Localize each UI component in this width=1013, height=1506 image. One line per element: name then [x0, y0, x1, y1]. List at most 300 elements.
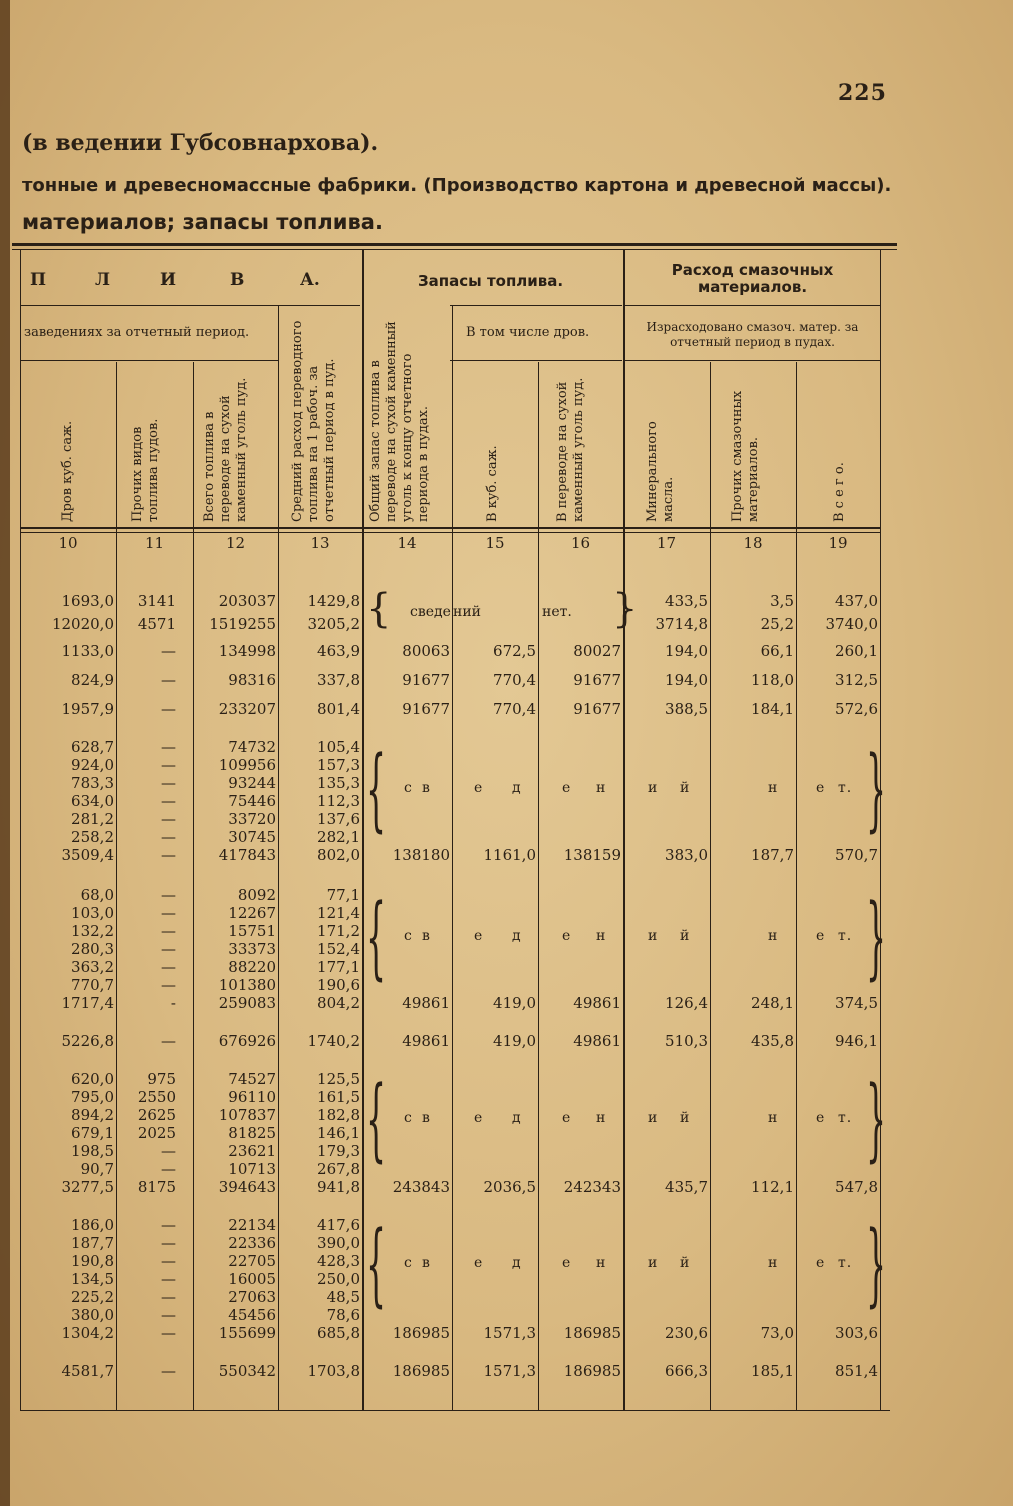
cell-col-10: 795,0	[71, 1088, 114, 1106]
cell-col-11: —	[161, 922, 176, 940]
table-row	[0, 846, 1013, 866]
no-data-letter: в	[422, 1110, 431, 1126]
table-row	[0, 1324, 1013, 1344]
table-row	[0, 671, 1013, 691]
no-data-letter: е	[816, 1110, 826, 1126]
cell-col-17: 435,7	[665, 1178, 708, 1196]
cell-col-17: 510,3	[665, 1032, 708, 1050]
no-data-letter: й	[680, 928, 691, 944]
cell-col-11: —	[161, 774, 176, 792]
cell-col-13: 1429,8	[307, 592, 360, 610]
col-num-13: 13	[310, 534, 330, 552]
table-row	[0, 738, 1013, 758]
table-row	[0, 792, 1013, 812]
no-data-letter: н	[596, 928, 607, 944]
fuel-letter-2: Л	[95, 270, 111, 290]
cell-col-15: 1161,0	[483, 846, 536, 864]
no-data-letter: и	[648, 1110, 659, 1126]
cell-col-13: 801,4	[317, 700, 360, 718]
col-label-15: В куб. саж.	[485, 445, 500, 522]
table-row	[0, 1160, 1013, 1180]
table-row	[0, 774, 1013, 794]
cell-col-13: 390,0	[317, 1234, 360, 1252]
cell-col-11: —	[161, 756, 176, 774]
cell-col-13: 112,3	[317, 792, 360, 810]
cell-col-12: 394643	[218, 1178, 276, 1196]
cell-col-13: 105,4	[317, 738, 360, 756]
cell-col-17: 126,4	[665, 994, 708, 1012]
cell-col-11: —	[161, 1032, 176, 1050]
no-data-letter: н	[768, 928, 779, 944]
cell-col-18: 118,0	[751, 671, 794, 689]
cell-col-11: —	[161, 671, 176, 689]
cell-col-13: 177,1	[317, 958, 360, 976]
cell-col-16: 49861	[573, 994, 621, 1012]
no-data-letter: т.	[838, 1110, 853, 1126]
cell-col-12: 98316	[228, 671, 276, 689]
table-row	[0, 1270, 1013, 1290]
cell-col-18: 66,1	[760, 642, 794, 660]
cell-col-10: 824,9	[71, 671, 114, 689]
col-num-19: 19	[828, 534, 848, 552]
cell-col-13: 428,3	[317, 1252, 360, 1270]
cell-col-12: 109956	[218, 756, 276, 774]
cell-col-12: 134998	[218, 642, 276, 660]
cell-col-10: 258,2	[71, 828, 114, 846]
table-row	[0, 642, 1013, 662]
cell-col-13: 941,8	[317, 1178, 360, 1196]
cell-col-10: 620,0	[71, 1070, 114, 1088]
cell-col-10: 12020,0	[51, 615, 114, 633]
cell-col-16: 138159	[563, 846, 621, 864]
cell-col-13: 137,6	[317, 810, 360, 828]
table-row	[0, 904, 1013, 924]
no-data-letter: с	[404, 780, 413, 796]
cell-col-10: 679,1	[71, 1124, 114, 1142]
cell-col-19: 572,6	[835, 700, 878, 718]
cell-col-17: 388,5	[665, 700, 708, 718]
cell-col-12: 259083	[218, 994, 276, 1012]
cell-col-10: 5226,8	[61, 1032, 114, 1050]
table-row	[0, 828, 1013, 848]
no-data-letter: д	[512, 780, 522, 796]
no-data-letter: н	[768, 1255, 779, 1271]
cell-col-19: 260,1	[835, 642, 878, 660]
cell-col-11: —	[161, 1288, 176, 1306]
cell-col-12: 33720	[228, 810, 276, 828]
no-data-letter: й	[680, 780, 691, 796]
cell-col-13: 121,4	[317, 904, 360, 922]
cell-col-12: 676926	[218, 1032, 276, 1050]
fuel-letter-1: П	[30, 270, 47, 290]
page-number: 225	[838, 80, 887, 106]
cell-col-19: 3740,0	[825, 615, 878, 633]
brace-band-left: {	[366, 885, 387, 990]
cell-col-13: 146,1	[317, 1124, 360, 1142]
table-row	[0, 1216, 1013, 1236]
cell-col-19: 437,0	[835, 592, 878, 610]
rule-fuel-cols	[20, 360, 278, 361]
cell-col-11: —	[161, 1270, 176, 1288]
cell-col-10: 90,7	[80, 1160, 114, 1178]
table-row	[0, 1234, 1013, 1254]
cell-col-10: 380,0	[71, 1306, 114, 1324]
cell-col-16: 242343	[563, 1178, 621, 1196]
cell-col-10: 1133,0	[61, 642, 114, 660]
cell-col-16: 91677	[573, 700, 621, 718]
cell-col-12: 22705	[228, 1252, 276, 1270]
cell-col-12: 33373	[228, 940, 276, 958]
no-data-letter: с	[404, 928, 413, 944]
cell-col-11: 4571	[137, 615, 176, 633]
lubricants-subheader: Израсходовано смазоч. матер. за отчетный период в пудах.	[646, 320, 859, 349]
cell-col-11: —	[161, 828, 176, 846]
table-row	[0, 958, 1013, 978]
no-data-letter: й	[680, 1110, 691, 1126]
cell-col-13: 250,0	[317, 1270, 360, 1288]
cell-col-10: 1693,0	[61, 592, 114, 610]
cell-col-10: 894,2	[71, 1106, 114, 1124]
cell-col-12: 23621	[228, 1142, 276, 1160]
cell-col-10: 187,7	[71, 1234, 114, 1252]
cell-col-15: 770,4	[493, 700, 536, 718]
cell-col-10: 634,0	[71, 792, 114, 810]
cell-col-12: 22336	[228, 1234, 276, 1252]
brace-band-right: }	[866, 1212, 887, 1317]
cell-col-19: 374,5	[835, 994, 878, 1012]
cell-col-13: 179,3	[317, 1142, 360, 1160]
cell-col-14: 80063	[402, 642, 450, 660]
cell-col-10: 1717,4	[61, 994, 114, 1012]
no-data-letter: и	[648, 1255, 659, 1271]
no-data-letter: е	[562, 780, 572, 796]
header-bottom-rule-2	[20, 532, 880, 533]
no-data-letter: е	[474, 780, 484, 796]
cell-col-11: 3141	[137, 592, 176, 610]
cell-col-10: 68,0	[80, 886, 114, 904]
table-row	[0, 1362, 1013, 1382]
no-data-letter: и	[648, 780, 659, 796]
col-num-17: 17	[656, 534, 677, 552]
cell-col-10: 783,3	[71, 774, 114, 792]
cell-col-11: —	[161, 700, 176, 718]
col-label-17: Минерального масла.	[645, 421, 676, 522]
cell-col-14: 91677	[402, 700, 450, 718]
table-row	[0, 592, 1013, 612]
brace-band-right: }	[866, 737, 887, 842]
cell-col-10: 198,5	[71, 1142, 114, 1160]
no-data-letter: н	[596, 780, 607, 796]
cell-col-15: 770,4	[493, 671, 536, 689]
cell-col-18: 25,2	[760, 615, 794, 633]
no-data-letter: е	[562, 928, 572, 944]
table-row	[0, 1106, 1013, 1126]
cell-col-12: 75446	[228, 792, 276, 810]
no-data-letter: е	[816, 780, 826, 796]
table-row	[0, 1088, 1013, 1108]
no-data-letter: н	[768, 1110, 779, 1126]
cell-col-19: 547,8	[835, 1178, 878, 1196]
cell-col-10: 770,7	[71, 976, 114, 994]
heading-1: (в ведении Губсовнархова).	[22, 130, 379, 156]
cell-col-13: 78,6	[326, 1306, 360, 1324]
cell-col-12: 74527	[228, 1070, 276, 1088]
table-row	[0, 810, 1013, 830]
cell-col-11: —	[161, 904, 176, 922]
col-label-11: Прочих видов топлива пудов.	[130, 418, 161, 522]
no-data-letter: и	[648, 928, 659, 944]
no-data-letter: в	[422, 1255, 431, 1271]
cell-col-15: 672,5	[493, 642, 536, 660]
cell-col-12: 30745	[228, 828, 276, 846]
table-row	[0, 940, 1013, 960]
note-group1-c: нет.	[542, 604, 572, 620]
no-data-letter: в	[422, 780, 431, 796]
no-data-letter: н	[768, 780, 779, 796]
reserves-header: Запасы топлива.	[418, 272, 564, 290]
cell-col-11: 2550	[137, 1088, 176, 1106]
cell-col-10: 134,5	[71, 1270, 114, 1288]
cell-col-13: 267,8	[317, 1160, 360, 1178]
cell-col-17: 194,0	[665, 671, 708, 689]
cell-col-10: 190,8	[71, 1252, 114, 1270]
rule-lub	[625, 305, 880, 306]
cell-col-18: 185,1	[751, 1362, 794, 1380]
cell-col-15: 419,0	[493, 1032, 536, 1050]
cell-col-10: 225,2	[71, 1288, 114, 1306]
brace-band-right: }	[866, 1067, 887, 1172]
cell-col-16: 49861	[573, 1032, 621, 1050]
cell-col-13: 337,8	[317, 671, 360, 689]
col-num-10: 10	[58, 534, 78, 552]
cell-col-13: 77,1	[326, 886, 360, 904]
fuel-letter-3: И	[160, 270, 177, 290]
cell-col-13: 463,9	[317, 642, 360, 660]
cell-col-11: —	[161, 1216, 176, 1234]
cell-col-13: 190,6	[317, 976, 360, 994]
cell-col-13: 171,2	[317, 922, 360, 940]
note-group1-b: ний	[453, 604, 481, 620]
cell-col-12: 101380	[218, 976, 276, 994]
no-data-letter: д	[512, 928, 522, 944]
lubricants-header: Расход смазочных материалов.	[671, 261, 834, 296]
cell-col-14: 243843	[392, 1178, 450, 1196]
cell-col-11: —	[161, 642, 176, 660]
table-row	[0, 1252, 1013, 1272]
no-data-letter: с	[404, 1110, 413, 1126]
col-label-13: Средний расход переводного топлива на 1 рабоч. за отчетный период в пуд.	[290, 320, 337, 522]
cell-col-13: 152,4	[317, 940, 360, 958]
table-row	[0, 1070, 1013, 1090]
cell-col-18: 187,7	[751, 846, 794, 864]
cell-col-11: —	[161, 810, 176, 828]
heading-2: тонные и древесномассные фабрики. (Производство картона и древесной массы).	[22, 175, 892, 196]
cell-col-18: 248,1	[751, 994, 794, 1012]
col-num-16: 16	[570, 534, 591, 552]
col-label-14: Общий запас топлива в переводе на сухой каменный уголь к концу отчетного периода в пудах.	[368, 321, 431, 522]
col-num-14: 14	[397, 534, 417, 552]
table-row	[0, 1178, 1013, 1198]
cell-col-10: 281,2	[71, 810, 114, 828]
no-data-letter: н	[596, 1255, 607, 1271]
col-num-11: 11	[144, 534, 165, 552]
cell-col-13: 685,8	[317, 1324, 360, 1342]
cell-col-10: 280,3	[71, 940, 114, 958]
cell-col-11: —	[161, 846, 176, 864]
cell-col-12: 96110	[228, 1088, 276, 1106]
cell-col-17: 230,6	[665, 1324, 708, 1342]
cell-col-16: 80027	[573, 642, 621, 660]
cell-col-10: 3277,5	[61, 1178, 114, 1196]
no-data-letter: е	[474, 928, 484, 944]
table-row	[0, 922, 1013, 942]
cell-col-13: 135,3	[317, 774, 360, 792]
cell-col-13: 157,3	[317, 756, 360, 774]
table-row	[0, 976, 1013, 996]
cell-col-11: —	[161, 1160, 176, 1178]
table-row	[0, 1142, 1013, 1162]
no-data-letter: в	[422, 928, 431, 944]
top-rule	[12, 243, 897, 246]
cell-col-13: 804,2	[317, 994, 360, 1012]
no-data-letter: т.	[838, 1255, 853, 1271]
cell-col-13: 182,8	[317, 1106, 360, 1124]
col-label-19: В с е г о.	[832, 462, 847, 522]
table-row	[0, 994, 1013, 1014]
cell-col-12: 27063	[228, 1288, 276, 1306]
cell-col-11: 2625	[137, 1106, 176, 1124]
cell-col-18: 112,1	[751, 1178, 794, 1196]
col-num-18: 18	[743, 534, 763, 552]
cell-col-12: 550342	[218, 1362, 276, 1380]
no-data-letter: й	[680, 1255, 691, 1271]
cell-col-10: 363,2	[71, 958, 114, 976]
cell-col-19: 312,5	[835, 671, 878, 689]
bottom-rule	[20, 1410, 890, 1411]
cell-col-13: 1740,2	[307, 1032, 360, 1050]
table-row	[0, 756, 1013, 776]
cell-col-10: 924,0	[71, 756, 114, 774]
brace-band-left: {	[366, 1212, 387, 1317]
cell-col-17: 383,0	[665, 846, 708, 864]
cell-col-14: 186985	[392, 1324, 450, 1342]
cell-col-11: —	[161, 1306, 176, 1324]
col-num-12: 12	[225, 534, 246, 552]
cell-col-18: 3,5	[770, 592, 794, 610]
col-label-16: В переводе на сухой каменный уголь пуд.	[555, 377, 586, 522]
heading-3: материалов; запасы топлива.	[22, 210, 383, 234]
col-num-15: 15	[485, 534, 505, 552]
brace-group-1-left: {	[366, 586, 392, 632]
cell-col-13: 417,6	[317, 1216, 360, 1234]
no-data-letter: т.	[838, 928, 853, 944]
cell-col-10: 1957,9	[61, 700, 114, 718]
cell-col-14: 186985	[392, 1362, 450, 1380]
cell-col-19: 946,1	[835, 1032, 878, 1050]
rule-wood	[450, 360, 622, 361]
top-rule-thin	[12, 249, 897, 250]
cell-col-13: 161,5	[317, 1088, 360, 1106]
no-data-letter: е	[816, 928, 826, 944]
cell-col-11: 8175	[137, 1178, 176, 1196]
reserves-wood-header: В том числе дров.	[466, 325, 590, 340]
cell-col-18: 184,1	[751, 700, 794, 718]
cell-col-15: 1571,3	[483, 1362, 536, 1380]
cell-col-13: 3205,2	[307, 615, 360, 633]
cell-col-12: 74732	[228, 738, 276, 756]
cell-col-12: 10713	[228, 1160, 276, 1178]
fuel-subheader: заведениях за отчетный период.	[24, 325, 250, 340]
cell-col-14: 91677	[402, 671, 450, 689]
cell-col-11: -	[170, 994, 176, 1012]
cell-col-13: 802,0	[317, 846, 360, 864]
fuel-letter-4: В	[230, 270, 245, 290]
col-label-18: Прочих смазочных материалов.	[730, 390, 761, 522]
no-data-letter: т.	[838, 780, 853, 796]
cell-col-13: 125,5	[317, 1070, 360, 1088]
cell-col-11: —	[161, 1324, 176, 1342]
cell-col-13: 282,1	[317, 828, 360, 846]
table-row	[0, 1288, 1013, 1308]
cell-col-17: 433,5	[665, 592, 708, 610]
cell-col-10: 3509,4	[61, 846, 114, 864]
cell-col-10: 1304,2	[61, 1324, 114, 1342]
cell-col-13: 1703,8	[307, 1362, 360, 1380]
table-row	[0, 1306, 1013, 1326]
table-row	[0, 700, 1013, 720]
cell-col-11: —	[161, 738, 176, 756]
note-group1-a: сведе	[410, 604, 451, 620]
no-data-letter: е	[562, 1255, 572, 1271]
cell-col-16: 186985	[563, 1362, 621, 1380]
table-row	[0, 1032, 1013, 1052]
cell-col-11: —	[161, 886, 176, 904]
rule-fuel-sub	[20, 305, 360, 306]
no-data-letter: н	[596, 1110, 607, 1126]
cell-col-12: 16005	[228, 1270, 276, 1288]
cell-col-12: 155699	[218, 1324, 276, 1342]
cell-col-13: 48,5	[326, 1288, 360, 1306]
cell-col-12: 88220	[228, 958, 276, 976]
table-row	[0, 615, 1013, 635]
cell-col-12: 12267	[228, 904, 276, 922]
cell-col-10: 103,0	[71, 904, 114, 922]
fuel-letter-5: А.	[300, 270, 320, 290]
cell-col-17: 666,3	[665, 1362, 708, 1380]
cell-col-16: 186985	[563, 1324, 621, 1342]
cell-col-19: 570,7	[835, 846, 878, 864]
no-data-letter: е	[562, 1110, 572, 1126]
cell-col-14: 138180	[392, 846, 450, 864]
brace-band-right: }	[866, 885, 887, 990]
brace-group-1-right: }	[612, 586, 638, 632]
col-label-10: Дров куб. саж.	[60, 420, 75, 522]
cell-col-10: 4581,7	[61, 1362, 114, 1380]
brace-band-left: {	[366, 1067, 387, 1172]
no-data-letter: д	[512, 1255, 522, 1271]
cell-col-11: —	[161, 1252, 176, 1270]
cell-col-11: —	[161, 1234, 176, 1252]
table-row	[0, 886, 1013, 906]
cell-col-11: —	[161, 940, 176, 958]
cell-col-17: 3714,8	[655, 615, 708, 633]
brace-band-left: {	[366, 737, 387, 842]
cell-col-12: 81825	[228, 1124, 276, 1142]
cell-col-18: 73,0	[760, 1324, 794, 1342]
cell-col-11: 2025	[137, 1124, 176, 1142]
cell-col-12: 233207	[218, 700, 276, 718]
cell-col-16: 91677	[573, 671, 621, 689]
